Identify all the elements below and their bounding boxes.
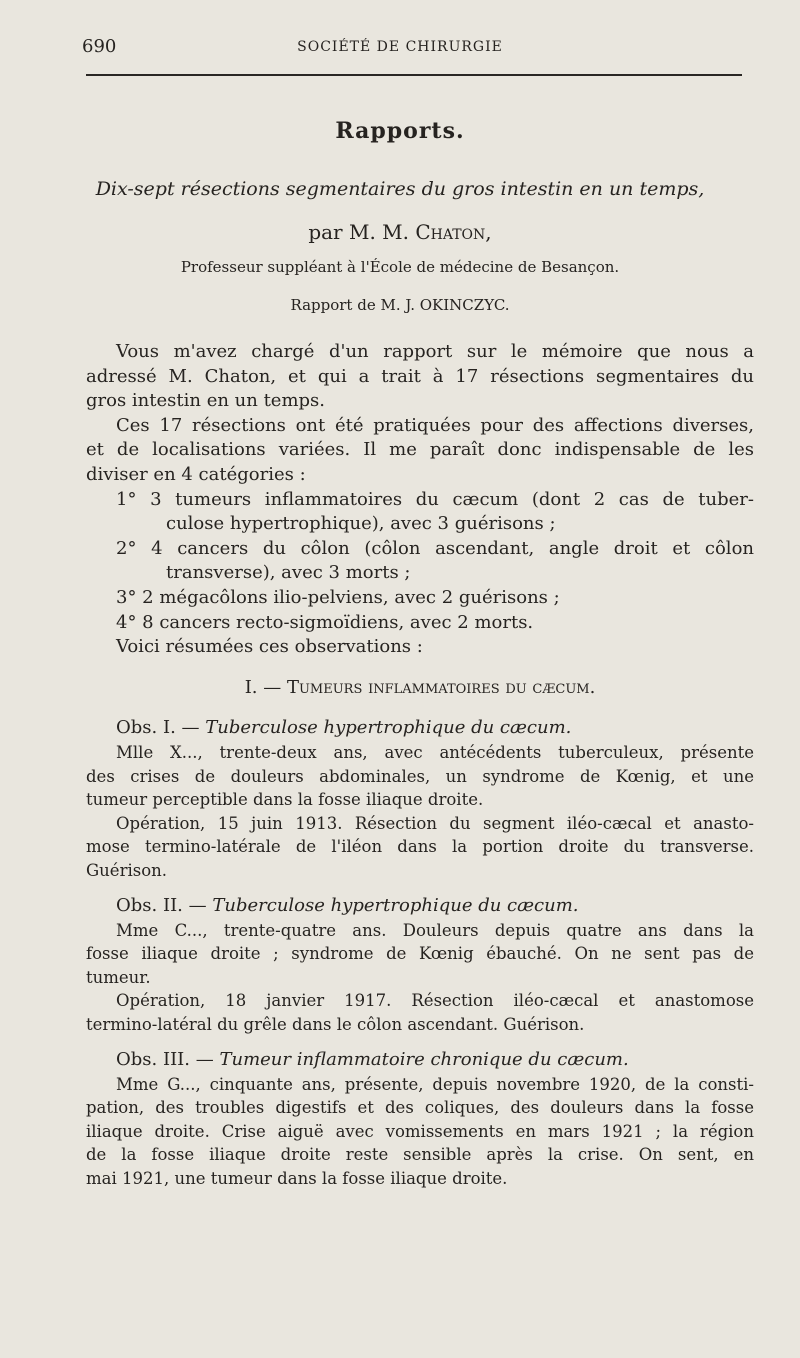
body-line: diviser en 4 catégories : [86, 464, 306, 485]
body-line: pation, des troubles digestifs et des coliques, des douleurs dans la fosse [86, 1098, 754, 1118]
body-line: Mme C..., trente-quatre ans. Douleurs depuis quatre ans dans la [116, 920, 754, 940]
body-line [86, 716, 754, 740]
rapporteur-line: Rapport de M. J. OKINCZYC. [290, 296, 510, 314]
body-line: culose hypertrophique), avec 3 guérisons ; [166, 513, 556, 535]
body-line: adressé M. Chaton, et qui a trait à 17 résections segmentaires du [86, 365, 754, 387]
body-line: Mlle X..., trente-deux ans, avec antécédents tuberculeux, présente [116, 743, 754, 762]
author-prefix: par M. [308, 220, 383, 244]
body-line [86, 894, 754, 918]
page-number: 690 [82, 36, 117, 57]
body-line: fosse iliaque droite ; syndrome de Kœnig ébauché. On ne sent pas de [86, 944, 754, 964]
body-line: tumeur. [86, 967, 151, 987]
obs-label: Obs. III. — [116, 1049, 220, 1071]
body-line: 4° 8 cancers recto-sigmoïdiens, avec 2 morts. [116, 611, 534, 633]
body-line: 2° 4 cancers du côlon (côlon ascendant, angle droit et côlon [116, 537, 754, 559]
author-line [60, 220, 740, 244]
obs-label: Obs. I. — [116, 717, 206, 739]
body-line: des crises de douleurs abdominales, un syndrome de Kœnig, et une [86, 766, 754, 786]
body-line: Vous m'avez chargé d'un rapport sur le mémoire que nous a [116, 341, 754, 362]
body-line: Ces 17 résections ont été pratiquées pour des affections diverses, [116, 414, 754, 436]
article-title: Dix-sept résections segmentaires du gros intestin en un temps, [95, 178, 705, 200]
body-line: et de localisations variées. Il me paraît donc indispensable de les [86, 439, 754, 461]
body-line: Voici résumées ces observations : [116, 636, 423, 658]
section-title: Rapports. [335, 118, 465, 144]
body-line: tumeur perceptible dans la fosse iliaque droite. [86, 790, 484, 809]
body-line: mai 1921, une tumeur dans la fosse iliaque droite. [86, 1168, 508, 1188]
body-line: Opération, 15 juin 1913. Résection du segment iléo-cæcal et anasto- [116, 813, 754, 833]
obs-heading: Tuberculose hypertrophique du cæcum. [212, 895, 579, 916]
body-line: transverse), avec 3 morts ; [166, 562, 411, 584]
body-line: I. — Tumeurs inflammatoires du cæcum. [244, 676, 596, 698]
body-line: Opération, 18 janvier 1917. Résection iléo-cæcal et anastomose [116, 991, 754, 1011]
body-line: 1° 3 tumeurs inflammatoires du cæcum (dont 2 cas de tuber- [116, 488, 754, 510]
author-affiliation: Professeur suppléant à l'École de médecine de Besançon. [180, 258, 620, 276]
body-line: Guérison. [86, 860, 168, 880]
body-line: gros intestin en un temps. [86, 390, 326, 412]
body-line: Mme G..., cinquante ans, présente, depuis novembre 1920, de la consti- [116, 1074, 754, 1094]
body-line: de la fosse iliaque droite reste sensible après la crise. On sent, en [86, 1145, 754, 1165]
running-head: SOCIÉTÉ DE CHIRURGIE [297, 39, 503, 55]
header-rule [86, 74, 742, 76]
obs-heading: Tumeur inflammatoire chronique du cæcum. [219, 1049, 629, 1071]
body-line [86, 1048, 754, 1072]
obs-heading: Tuberculose hypertrophique du cæcum. [205, 717, 572, 739]
body-line: iliaque droite. Crise aiguë avec vomissements en mars 1921 ; la région [86, 1121, 754, 1141]
page-header [0, 36, 800, 60]
body-line: termino-latéral du grêle dans le côlon ascendant. Guérison. [86, 1014, 585, 1034]
author-name: M. Chaton, [382, 220, 492, 244]
body-line: 3° 2 mégacôlons ilio-pelviens, avec 2 guérisons ; [116, 587, 560, 608]
body-line: mose termino-latérale de l'iléon dans la portion droite du transverse. [86, 837, 754, 856]
obs-label: Obs. II. — [116, 895, 213, 916]
